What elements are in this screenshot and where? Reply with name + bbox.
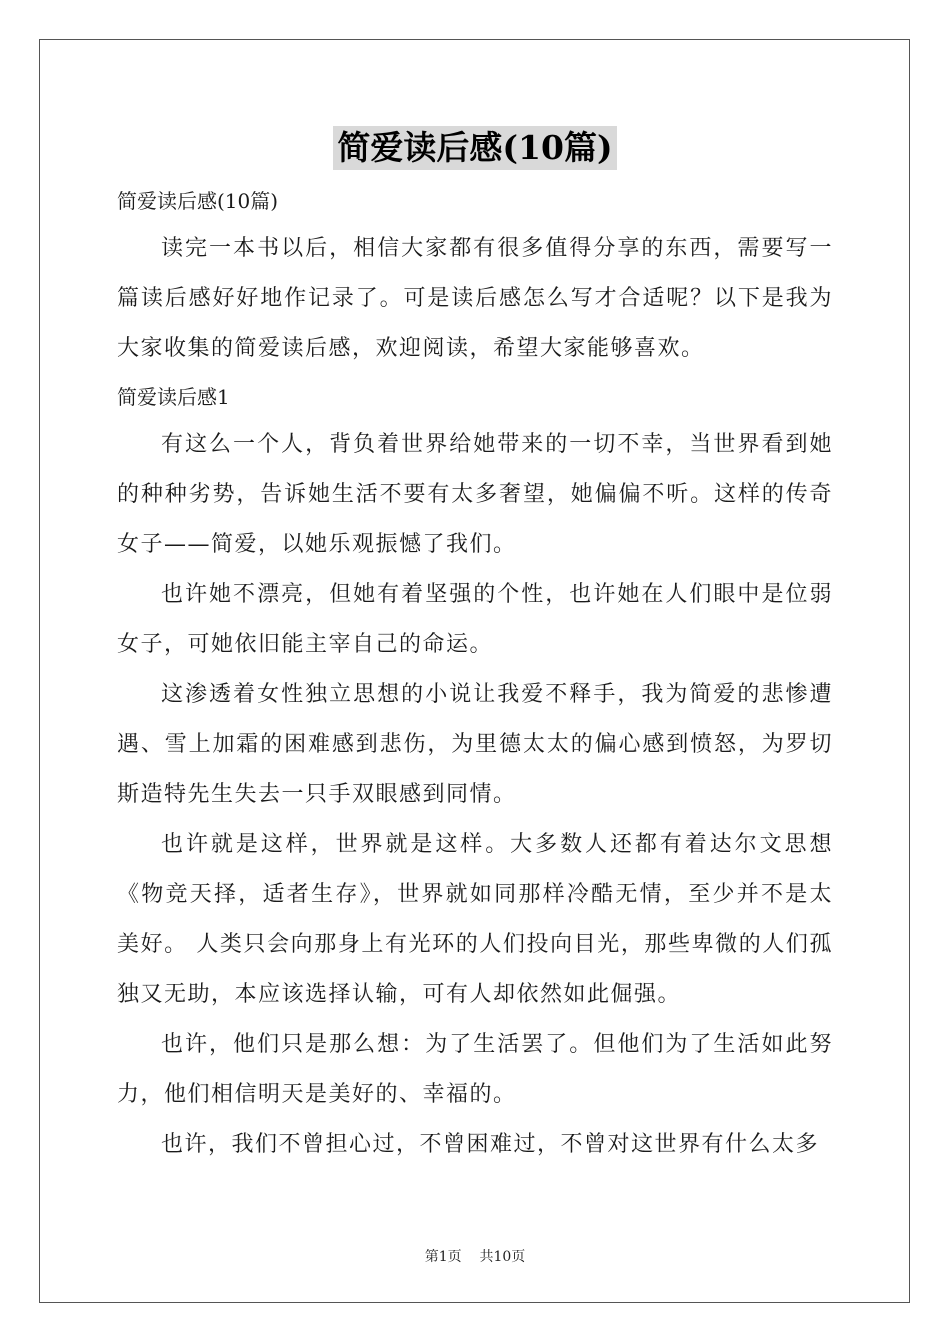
section-heading: 简爱读后感1 [117,385,230,409]
body-paragraph-4: 也许就是这样，世界就是这样。大多数人还都有着达尔文思想《物竞天择，适者生存》，世界就如同那样冷酷无情，至少并不是太美好。 人类只会向那身上有光环的人们投向目光，那些卑微的人们孤独又无助，本应该选择认输，可有人却依然如此倔强。 [117,832,833,1007]
body-paragraph-2: 也许她不漂亮，但她有着坚强的个性，也许她在人们眼中是位弱女子，可她依旧能主宰自己的命运。 [117,582,833,657]
body-paragraph-1: 有这么一个人，背负着世界给她带来的一切不幸，当世界看到她的种种劣势，告诉她生活不要有太多奢望，她偏偏不听。这样的传奇女子——简爱，以她乐观振憾了我们。 [117,432,833,557]
page-footer [0,1246,950,1266]
intro-paragraph: 读完一本书以后，相信大家都有很多值得分享的东西，需要写一篇读后感好好地作记录了。可是读后感怎么写才合适呢？以下是我为大家收集的简爱读后感，欢迎阅读，希望大家能够喜欢。 [117,236,833,361]
title-container [0,126,950,170]
document-subtitle: 简爱读后感(10篇) [117,189,279,213]
document-title: 简爱读后感(10篇) [333,126,616,170]
page-number-label: 第1页 共10页 [424,1249,526,1265]
body-paragraph-5: 也许，他们只是那么想：为了生活罢了。但他们为了生活如此努力，他们相信明天是美好的、幸福的。 [117,1032,833,1107]
body-paragraph-3: 这渗透着女性独立思想的小说让我爱不释手，我为简爱的悲惨遭遇、雪上加霜的困难感到悲伤，为里德太太的偏心感到愤怒，为罗切斯造特先生失去一只手双眼感到同情。 [117,682,833,807]
document-body [117,178,833,1170]
body-paragraph-6: 也许，我们不曾担心过，不曾困难过，不曾对这世界有什么太多 [161,1132,820,1157]
